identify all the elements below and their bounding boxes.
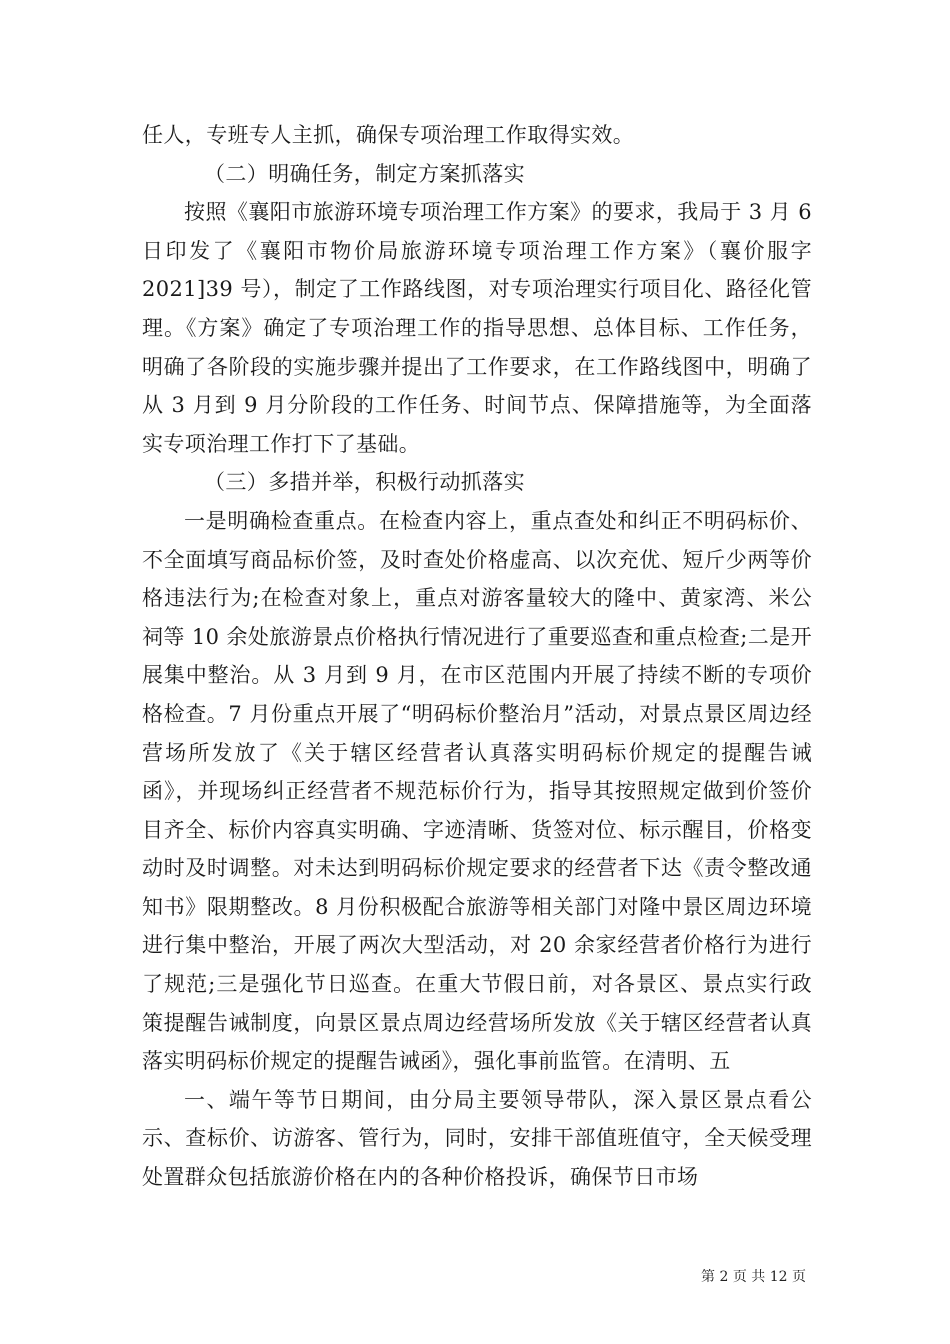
section-heading-2: （二）明确任务，制定方案抓落实 <box>204 161 525 186</box>
section-heading-3: （三）多措并举，积极行动抓落实 <box>204 470 525 495</box>
paragraph-holidays: 一、端午等节日期间，由分局主要领导带队，深入景区景点看公示、查标价、访游客、管行为，同时，安排干部值班值守，全天候受理处置群众包括旅游价格在内的各种价格投诉，确保节日市场 <box>142 1087 812 1190</box>
page-number-footer: 第 2 页 共 12 页 <box>701 1269 806 1285</box>
paragraph-plan: 按照《襄阳市旅游环境专项治理工作方案》的要求，我局于 3 月 6 日印发了《襄阳市物价局旅游环境专项治理工作方案》（襄价服字 2021]39 号），制定了工作路线图，对专项治理实行项目化、路径化管理。《方案》确定了专项治理工作的指导思想、总体目标、工作任务，明确了各阶段的实施步骤并提出了工作要求，在工作路线图中，明确了从 3 月到 9 月分阶段的工作任务、时间节点、保障措施等，为全面落实专项治理工作打下了基础。 <box>142 200 812 456</box>
paragraph-measures: 一是明确检查重点。在检查内容上，重点查处和纠正不明码标价、不全面填写商品标价签，及时查处价格虚高、以次充优、短斤少两等价格违法行为;在检查对象上，重点对游客量较大的隆中、黄家湾、米公祠等 10 余处旅游景点价格执行情况进行了重要巡查和重点检查;二是开展集中整治。从 3 月到 9 月，在市区范围内开展了持续不断的专项价格检查。7 月份重点开展了“明码标价整治月”活动，对景点景区周边经营场所发放了《关于辖区经营者认真落实明码标价规定的提醒告诫函》，并现场纠正经营者不规范标价行为，指导其按照规定做到价签价目齐全、标价内容真实明确、字迹清晰、货签对位、标示醒目，价格变动时及时调整。对未达到明码标价规定要求的经营者下达《责令整改通知书》限期整改。8 月份积极配合旅游等相关部门对隆中景区周边环境进行集中整治，开展了两次大型活动，对 20 余家经营者价格行为进行了规范;三是强化节日巡查。在重大节假日前，对各景区、景点实行政策提醒告诫制度，向景区景点周边经营场所发放《关于辖区经营者认真落实明码标价规定的提醒告诫函》，强化事前监管。在清明、五 <box>142 508 812 1074</box>
paragraph-continuation: 任人，专班专人主抓，确保专项治理工作取得实效。 <box>142 123 635 147</box>
document-body <box>142 116 812 1197</box>
